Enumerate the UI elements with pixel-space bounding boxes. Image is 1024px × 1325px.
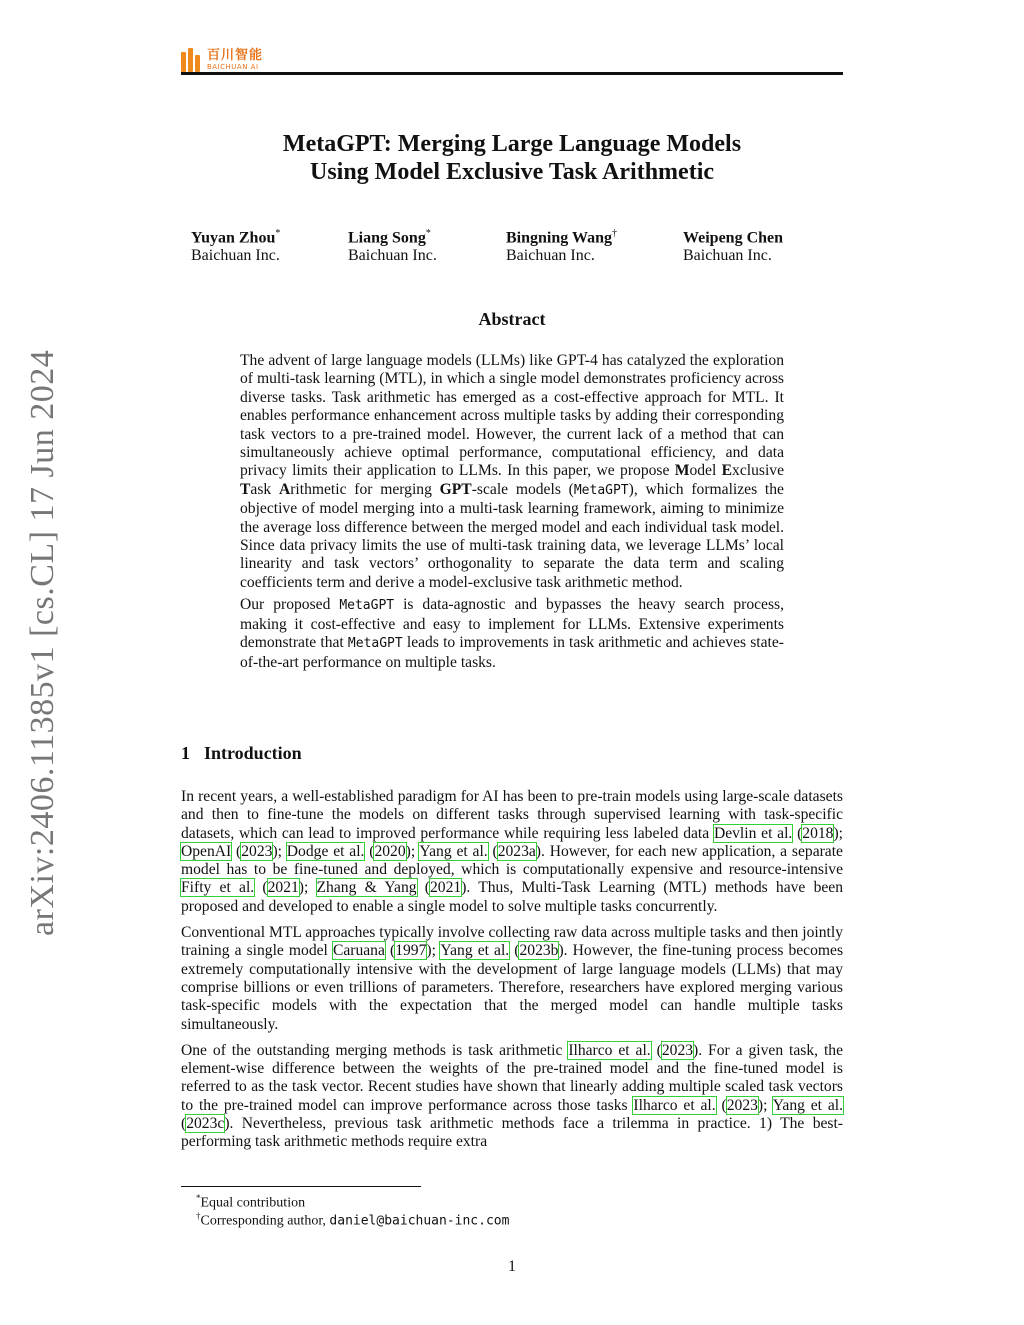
title-line-1: MetaGPT: Merging Large Language Models xyxy=(282,131,742,157)
section-number: 1 xyxy=(181,743,190,763)
section-heading-introduction xyxy=(181,743,302,764)
author-block xyxy=(506,225,617,265)
author-block xyxy=(348,225,437,265)
author-affiliation: Baichuan Inc. xyxy=(348,247,437,265)
code-metagpt: MetaGPT xyxy=(347,636,403,652)
footnote-equal-contribution: *Equal contribution xyxy=(196,1193,306,1211)
citation-year-link[interactable]: 2023a xyxy=(497,842,536,860)
abstract-body xyxy=(240,352,784,676)
footnote-corresponding-author: †Corresponding author, daniel@baichuan-inc.com xyxy=(196,1211,510,1229)
intro-paragraph-2: Conventional MTL approaches typically involve collecting raw data across multiple tasks and then jointly training a single model Caruana (1997); Yang et al. (2023b). However, the fine-tuning process becomes extremely computationally intensive with the development of large language models (LLMs) that may comprise billions or even trillions of parameters. Therefore, researchers have explored merging various task-specific models with the expectation that the merged model can handle multiple tasks simultaneously. xyxy=(181,924,844,1033)
abstract-paragraph-2: Our proposed MetaGPT is data-agnostic and bypasses the heavy search process, making it cost-effective and easy to implement for LLMs. Extensive experiments demonstrate that MetaGPT leads to improvements in task arithmetic and achieves state-of-the-art performance on multiple tasks. xyxy=(240,596,784,671)
author-affiliation: Baichuan Inc. xyxy=(191,247,280,265)
arxiv-stamp: arXiv:2406.11385v1 [cs.CL] 17 Jun 2024 xyxy=(24,349,61,936)
author-mark: * xyxy=(275,228,281,239)
introduction-body xyxy=(181,788,843,1160)
citation-year-link[interactable]: 2023 xyxy=(661,1041,694,1059)
citation-link[interactable]: Devlin et al. xyxy=(713,824,793,842)
citation-year-link[interactable]: 2023 xyxy=(241,842,273,860)
citation-year-link[interactable]: 2020 xyxy=(374,842,406,860)
author-block xyxy=(191,225,280,265)
citation-link[interactable]: Yang et al. xyxy=(419,842,488,860)
page-number: 1 xyxy=(508,1258,516,1275)
abstract-paragraph-1: The advent of large language models (LLMs) like GPT-4 has catalyzed the exploration of multi-task learning (MTL), in which a single model demonstrates proficiency across diverse tasks. Task arithmetic has emerged as a cost-effective approach for MTL. It enables performance enhancement across multiple tasks by adding their corresponding task vectors to a pre-trained model. However, the current lack of a method that can simultaneously achieve optimal performance, computational efficiency, and data privacy limits their application to LLMs. In this paper, we propose Model Exclusive Task Arithmetic for merging GPT-scale models (MetaGPT), which formalizes the objective of model merging into a multi-task learning framework, aiming to minimize the average loss difference between the merged model and each individual task model. Since data privacy limits the use of multi-task training data, we leverage LLMs’ local linearity and task vectors’ orthogonality to separate the data term and scaling coefficients term and derive a model-exclusive task arithmetic method. xyxy=(240,352,785,591)
citation-link[interactable]: OpenAI xyxy=(181,842,232,860)
citation-link[interactable]: Dodge et al. xyxy=(286,842,365,860)
intro-paragraph-3: One of the outstanding merging methods is task arithmetic Ilharco et al. (2023). For a given task, the element-wise difference between the weights of the pre-trained model and the fine-tuned model is referred to as the task vector. Recent studies have shown that linearly adding multiple scaled task vectors to the pre-trained model can improve performance across those tasks Ilharco et al. (2023); Yang et al. (2023c). Nevertheless, previous task arithmetic methods face a trilemma in practice. 1) The best-performing task arithmetic methods require extra xyxy=(181,1041,844,1151)
citation-link[interactable]: Yang et al. xyxy=(440,942,510,960)
author-name: Yuyan Zhou xyxy=(191,229,276,247)
intro-paragraph-1: In recent years, a well-established paradigm for AI has been to pre-train models using large-scale datasets and then to fine-tune the models on different tasks through supervised learning with task-specific datasets, which can lead to improved performance while requiring less labeled data Devlin et al. (2018); OpenAI (2023); Dodge et al. (2020); Yang et al. (2023a). However, for each new application, a separate model has to be fine-tuned and deployed, which is computationally expensive and resource-intensive Fifty et al. (2021); Zhang & Yang (2021). Thus, Multi-Task Learning (MTL) methods have been proposed and developed to enable a single model to solve multiple tasks concurrently. xyxy=(181,788,843,915)
author-affiliation: Baichuan Inc. xyxy=(506,247,595,265)
citation-link[interactable]: Ilharco et al. xyxy=(633,1096,716,1114)
author-name: Weipeng Chen xyxy=(683,229,784,247)
author-name: Liang Song xyxy=(348,229,426,247)
author-name: Bingning Wang xyxy=(506,229,612,247)
citation-year-link[interactable]: 2021 xyxy=(430,879,462,897)
citation-year-link[interactable]: 2023c xyxy=(186,1115,225,1133)
logo-english-text: BAICHUAN AI xyxy=(207,63,259,71)
author-mark: * xyxy=(425,228,431,239)
citation-year-link[interactable]: 2023 xyxy=(726,1096,758,1114)
title-line-2: Using Model Exclusive Task Arithmetic xyxy=(309,159,715,185)
citation-link[interactable]: Yang et al. xyxy=(772,1096,844,1114)
citation-link[interactable]: Zhang & Yang xyxy=(316,879,417,897)
author-affiliation: Baichuan Inc. xyxy=(683,247,772,265)
citation-year-link[interactable]: 2018 xyxy=(802,824,834,842)
citation-link[interactable]: Ilharco et al. xyxy=(568,1041,651,1059)
footnote-rule xyxy=(181,1186,421,1187)
author-block xyxy=(683,225,783,265)
paper-title xyxy=(181,130,843,186)
citation-link[interactable]: Caruana xyxy=(332,942,385,960)
baichuan-logo-icon xyxy=(181,48,203,72)
section-title: Introduction xyxy=(204,743,302,763)
code-metagpt: MetaGPT xyxy=(339,598,395,614)
citation-year-link[interactable]: 2021 xyxy=(267,879,299,897)
author-mark: † xyxy=(611,228,617,239)
code-metagpt: MetaGPT xyxy=(573,482,629,498)
logo-chinese-text: 百川智能 xyxy=(207,48,264,63)
abstract-heading: Abstract xyxy=(478,309,546,329)
author-email: daniel@baichuan-inc.com xyxy=(329,1213,510,1229)
citation-link[interactable]: Fifty et al. xyxy=(181,879,255,897)
baichuan-logo xyxy=(181,46,263,74)
citation-year-link[interactable]: 1997 xyxy=(395,942,427,960)
citation-year-link[interactable]: 2023b xyxy=(519,942,559,960)
header-rule xyxy=(181,72,843,75)
